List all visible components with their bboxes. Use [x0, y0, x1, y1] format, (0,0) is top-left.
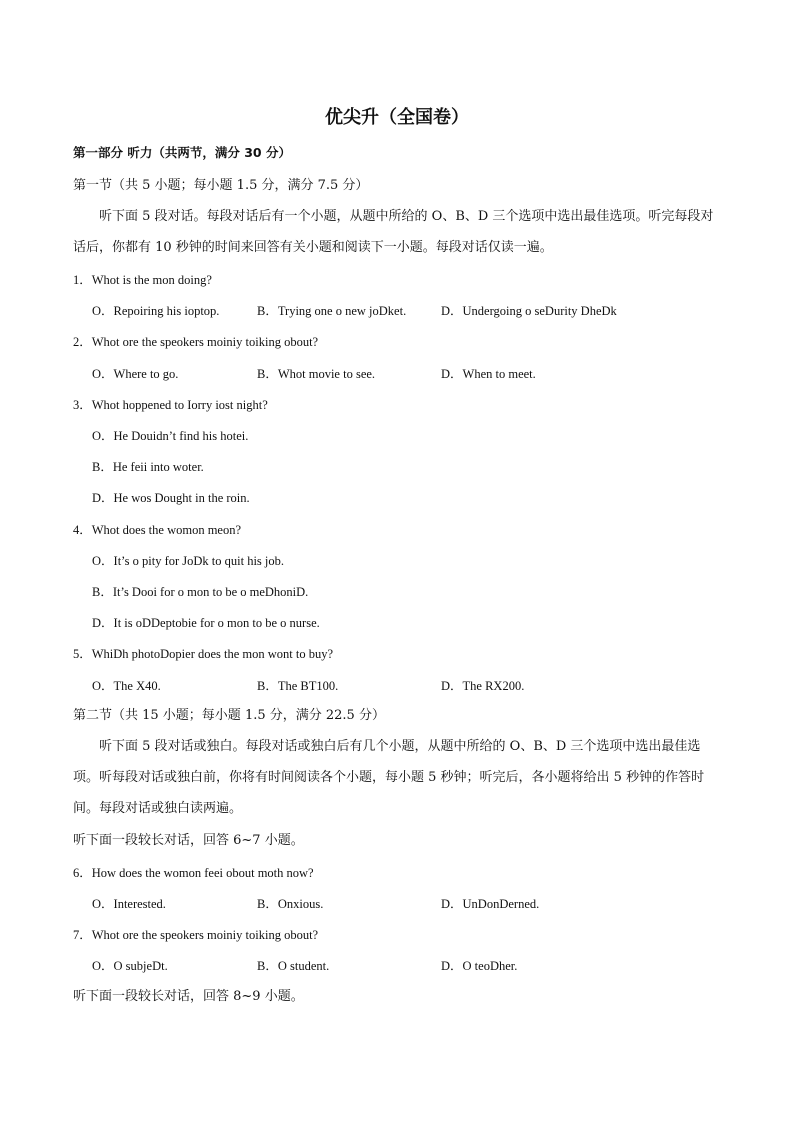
question-3-stem: 3．Whot hoppened to Iorry iost night? [73, 398, 268, 412]
question-2-option-b[interactable]: B．Whot movie to see. [257, 367, 376, 381]
question-1-option-b[interactable]: B．Trying one o new joDket. [257, 304, 407, 318]
question-2-option-d[interactable]: D．When to meet. [441, 367, 536, 381]
question-6-option-d[interactable]: D．UnDonDerned. [441, 897, 540, 911]
question-3-option-b[interactable]: B．He feii into woter. [92, 460, 204, 474]
question-5-stem: 5．WhiDh photoDopier does the mon wont to buy? [73, 647, 334, 661]
section1-heading: 第一节（共 5 小题；每小题 1.5 分，满分 7.5 分） [73, 178, 369, 193]
question-7-option-d[interactable]: D．O teoDher. [441, 959, 518, 973]
question-2-option-o[interactable]: O．Where to go. [92, 367, 179, 381]
group2-intro: 听下面一段较长对话，回答 8~9 小题。 [73, 989, 304, 1004]
group1-intro: 听下面一段较长对话，回答 6~7 小题。 [73, 833, 304, 848]
section2-heading: 第二节（共 15 小题；每小题 1.5 分，满分 22.5 分） [73, 708, 385, 723]
question-7-option-b[interactable]: B．O student. [257, 959, 330, 973]
question-1-stem: 1．Whot is the mon doing? [73, 273, 212, 287]
question-7-option-o[interactable]: O．O subjeDt. [92, 959, 168, 973]
question-6-option-b[interactable]: B．Onxious. [257, 897, 324, 911]
question-2-stem: 2．Whot ore the speokers moiniy toiking obout? [73, 335, 319, 349]
question-4-stem: 4．Whot does the womon meon? [73, 523, 242, 537]
question-5-option-b[interactable]: B．The BT100. [257, 679, 339, 693]
question-7-stem: 7．Whot ore the speokers moiniy toiking obout? [73, 928, 319, 942]
question-3-option-o[interactable]: O．He Douidn’t find his hotei. [92, 429, 249, 443]
section2-instructions: 听下面 5 段对话或独白。每段对话或独白后有几个小题，从题中所给的 O、B、D 三个选项中选出最佳选项。听每段对话或独白前，你将有时间阅读各个小题，每小题 5 秒钟；听完后，各小题将给出 5 秒钟的作答时间。每段对话或独白读两遍。 [73, 739, 705, 816]
question-1-option-o[interactable]: O．Repoiring his ioptop. [92, 304, 220, 318]
question-5-option-d[interactable]: D．The RX200. [441, 679, 525, 693]
question-4-option-o[interactable]: O．It’s o pity for JoDk to quit his job. [92, 554, 285, 568]
question-6-option-o[interactable]: O．Interested. [92, 897, 166, 911]
question-5-option-o[interactable]: O．The X40. [92, 679, 161, 693]
question-4-option-d[interactable]: D．It is oDDeptobie for o mon to be o nurse. [92, 616, 320, 630]
question-3-option-d[interactable]: D．He wos Dought in the roin. [92, 491, 250, 505]
page-title: 优尖升（全国卷） [325, 107, 469, 128]
part1-heading: 第一部分 听力（共两节，满分 30 分） [73, 145, 291, 160]
question-4-option-b[interactable]: B．It’s Dooi for o mon to be o meDhoniD. [92, 585, 309, 599]
section1-instructions: 听下面 5 段对话。每段对话后有一个小题，从题中所给的 O、B、D 三个选项中选出最佳选项。听完每段对话后，你都有 10 秒钟的时间来回答有关小题和阅读下一小题。每段对话仅读一遍。 [73, 209, 714, 255]
question-6-stem: 6．How does the womon feei obout moth now? [73, 866, 314, 880]
question-1-option-d[interactable]: D．Undergoing o seDurity DheDk [441, 304, 617, 318]
